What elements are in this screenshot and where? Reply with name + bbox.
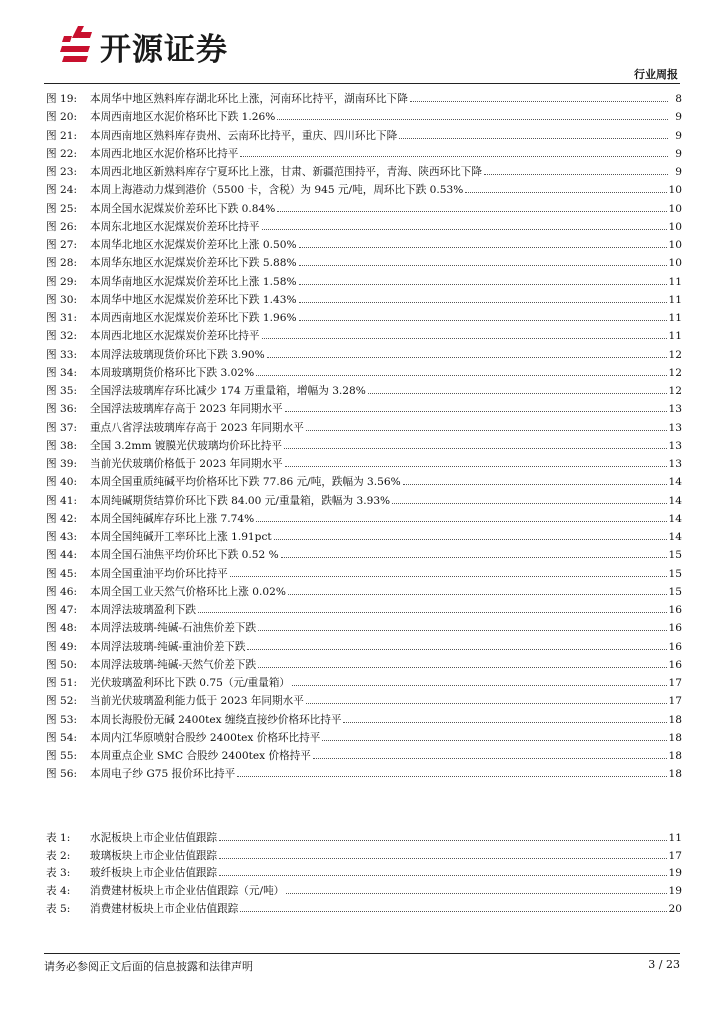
entry-page-number: 10: [668, 220, 682, 233]
toc-entry[interactable]: [46, 200, 682, 218]
toc-entry[interactable]: [46, 127, 682, 145]
entry-label: 图 56:: [46, 768, 78, 781]
entry-label: 图 34:: [46, 366, 78, 379]
entry-title: 重点八省浮法玻璃库存高于 2023 年同期水平: [90, 421, 304, 434]
leader-dots: [313, 758, 667, 759]
entry-label: 图 41:: [46, 494, 78, 507]
leader-dots: [267, 357, 667, 358]
entry-label: 图 25:: [46, 202, 78, 215]
entry-title: 本周西南地区熟料库存贵州、云南环比持平，重庆、四川环比下降: [90, 129, 398, 142]
entry-label: 表 2:: [46, 849, 71, 862]
leader-dots: [247, 649, 666, 650]
entry-title: 消费建材板块上市企业估值跟踪: [90, 902, 239, 915]
leader-dots: [258, 630, 666, 631]
entry-label: 图 51:: [46, 677, 78, 689]
entry-page-number: 15: [668, 585, 682, 598]
entry-page-number: 11: [668, 832, 682, 844]
entry-title: 消费建材板块上市企业估值跟踪（元/吨）: [90, 885, 285, 898]
entry-page-number: 15: [668, 549, 682, 562]
entry-page-number: 17: [668, 849, 682, 862]
leader-dots: [292, 685, 666, 686]
entry-page-number: 11: [668, 293, 682, 306]
entry-label: 图 45:: [46, 567, 78, 580]
leader-dots: [403, 484, 667, 485]
entry-title: 本周纯碱期货结算价环比下跌 84.00 元/重量箱，跌幅为 3.93%: [90, 494, 391, 507]
entry-label: 图 32:: [46, 330, 78, 343]
entry-label: 图 27:: [46, 239, 78, 251]
entry-label: 表 4:: [46, 885, 71, 898]
toc-entry[interactable]: [46, 565, 682, 583]
entry-page-number: 11: [668, 312, 682, 324]
entry-title: 本周浮法玻璃-纯碱-重油价差下跌: [90, 640, 246, 653]
toc-entry[interactable]: [46, 528, 682, 546]
toc-entry[interactable]: [46, 510, 682, 528]
leader-dots: [219, 840, 666, 841]
entry-page-number: 16: [668, 622, 682, 635]
company-logo: [58, 22, 228, 70]
entry-page-number: 19: [668, 885, 682, 898]
entry-page-number: 10: [668, 239, 682, 251]
entry-page-number: 10: [668, 202, 682, 215]
entry-page-number: 13: [668, 458, 682, 470]
entry-title: 本周华北地区水泥煤炭价差环比上涨 0.50%: [90, 239, 297, 251]
entry-label: 图 53:: [46, 713, 78, 726]
disclaimer-note: 请务必参阅正文后面的信息披露和法律声明: [44, 960, 253, 973]
entry-title: 当前光伏玻璃价格低于 2023 年同期水平: [90, 458, 283, 470]
entry-label: 图 33:: [46, 348, 78, 361]
entry-title: 本周全国重油平均价环比持平: [90, 567, 228, 580]
toc-entry[interactable]: [46, 847, 682, 865]
entry-label: 图 48:: [46, 622, 78, 635]
entry-title: 本周全国纯碱开工率环比上涨 1.91pct: [90, 531, 272, 543]
entry-label: 图 28:: [46, 257, 78, 270]
entry-title: 本周西北地区水泥煤炭价差环比持平: [90, 330, 260, 343]
entry-label: 图 26:: [46, 220, 78, 233]
leader-dots: [240, 156, 668, 157]
leader-dots: [306, 430, 667, 431]
entry-page-number: 19: [668, 867, 682, 880]
toc-entry[interactable]: [46, 546, 682, 564]
leader-dots: [256, 521, 666, 522]
entry-label: 图 36:: [46, 403, 78, 416]
leader-dots: [368, 393, 667, 394]
leader-dots: [262, 338, 667, 339]
leader-dots: [322, 740, 666, 741]
figure-list: [46, 90, 682, 784]
leader-dots: [281, 557, 667, 558]
entry-label: 图 54:: [46, 731, 78, 744]
entry-page-number: 13: [668, 439, 682, 452]
leader-dots: [198, 612, 667, 613]
entry-label: 图 50:: [46, 658, 78, 671]
toc-entry[interactable]: [46, 163, 682, 181]
entry-label: 图 29:: [46, 275, 78, 288]
entry-label: 图 38:: [46, 439, 78, 452]
entry-label: 图 46:: [46, 585, 78, 598]
entry-title: 本周全国石油焦平均价环比下跌 0.52 %: [90, 549, 279, 562]
entry-title: 本周玻璃期货价格环比下跌 3.02%: [90, 366, 255, 379]
entry-label: 图 42:: [46, 512, 78, 525]
leader-dots: [484, 174, 668, 175]
entry-label: 图 43:: [46, 531, 78, 543]
entry-label: 表 5:: [46, 902, 71, 915]
entry-title: 光伏玻璃盈利环比下跌 0.75（元/重量箱）: [90, 677, 291, 689]
entry-label: 图 24:: [46, 184, 78, 197]
entry-page-number: 10: [668, 184, 682, 197]
entry-label: 图 52:: [46, 695, 78, 708]
entry-title: 本周全国重质纯碱平均价格环比下跌 77.86 元/吨，跌幅为 3.56%: [90, 476, 401, 489]
entry-title: 本周华中地区水泥煤炭价差环比下跌 1.43%: [90, 293, 297, 306]
entry-title: 本周浮法玻璃现货价环比下跌 3.90%: [90, 348, 265, 361]
entry-label: 图 35:: [46, 385, 78, 397]
entry-title: 本周东北地区水泥煤炭价差环比持平: [90, 220, 260, 233]
toc-entry[interactable]: [46, 638, 682, 656]
toc-entry[interactable]: [46, 236, 682, 254]
table-list: [46, 829, 682, 917]
toc-entry[interactable]: [46, 273, 682, 291]
toc-entry[interactable]: [46, 364, 682, 382]
entry-label: 图 44:: [46, 549, 78, 562]
entry-title: 本周华南地区水泥煤炭价差环比上涨 1.58%: [90, 275, 297, 288]
entry-title: 本周全国纯碱库存环比上涨 7.74%: [90, 512, 255, 525]
entry-title: 水泥板块上市企业估值跟踪: [90, 832, 218, 844]
toc-entry[interactable]: [46, 711, 682, 729]
toc-entry[interactable]: [46, 619, 682, 637]
leader-dots: [299, 302, 667, 303]
entry-label: 表 1:: [46, 832, 71, 844]
leader-dots: [240, 911, 666, 912]
entry-page-number: 17: [668, 677, 682, 689]
entry-page-number: 14: [668, 476, 682, 489]
entry-title: 全国 3.2mm 镀膜光伏玻璃均价环比持平: [90, 439, 282, 452]
entry-label: 表 3:: [46, 867, 71, 880]
entry-title: 全国浮法玻璃库存环比减少 174 万重量箱，增幅为 3.28%: [90, 385, 366, 397]
toc-entry[interactable]: [46, 473, 682, 491]
toc-entry[interactable]: [46, 145, 682, 163]
leader-dots: [262, 229, 667, 230]
toc-entry[interactable]: [46, 218, 682, 236]
leader-dots: [256, 375, 666, 376]
toc-entry[interactable]: [46, 492, 682, 510]
leader-dots: [343, 722, 666, 723]
entry-title: 本周西北地区新熟料库存宁夏环比上涨，甘肃、新疆范围持平，青海、陕西环比下降: [90, 166, 482, 178]
leader-dots: [237, 776, 666, 777]
leader-dots: [286, 893, 666, 894]
entry-page-number: 16: [668, 640, 682, 653]
entry-title: 本周上海港动力煤到港价（5500 卡，含税）为 945 元/吨，周环比下跌 0.53%: [90, 184, 464, 197]
entry-label: 图 40:: [46, 476, 78, 489]
leader-dots: [277, 211, 666, 212]
entry-label: 图 23:: [46, 166, 78, 178]
entry-page-number: 16: [668, 604, 682, 616]
toc-entry[interactable]: [46, 254, 682, 272]
toc-entry[interactable]: [46, 601, 682, 619]
entry-label: 图 22:: [46, 147, 78, 160]
entry-label: 图 31:: [46, 312, 78, 324]
entry-page-number: 15: [668, 567, 682, 580]
entry-title: 本周西南地区水泥价格环比下跌 1.26%: [90, 111, 276, 124]
leader-dots: [465, 192, 666, 193]
entry-page-number: 9: [675, 111, 682, 124]
entry-label: 图 39:: [46, 458, 78, 470]
entry-page-number: 18: [668, 750, 682, 762]
entry-label: 图 21:: [46, 129, 78, 142]
page-header: [44, 18, 680, 80]
entry-label: 图 19:: [46, 93, 78, 105]
toc-entry[interactable]: [46, 382, 682, 400]
leader-dots: [410, 101, 668, 102]
leader-dots: [399, 138, 668, 139]
entry-label: 图 20:: [46, 111, 78, 124]
toc-entry[interactable]: [46, 583, 682, 601]
entry-title: 本周华中地区熟料库存湖北环比上涨，河南环比持平，湖南环比下降: [90, 93, 408, 105]
entry-page-number: 9: [675, 147, 682, 160]
entry-page-number: 9: [675, 129, 682, 142]
leader-dots: [299, 265, 667, 266]
toc-entry[interactable]: [46, 882, 682, 900]
leader-dots: [285, 411, 667, 412]
entry-title: 本周浮法玻璃-纯碱-石油焦价差下跌: [90, 622, 257, 635]
leader-dots: [284, 448, 667, 449]
leader-dots: [392, 503, 666, 504]
entry-page-number: 9: [675, 166, 682, 178]
entry-page-number: 18: [668, 768, 682, 781]
entry-title: 本周全国工业天然气价格环比上涨 0.02%: [90, 585, 286, 598]
toc-entry[interactable]: [46, 747, 682, 765]
logo-mark-icon: [58, 24, 98, 68]
toc-entry[interactable]: [46, 291, 682, 309]
document-type: 行业周报: [634, 68, 678, 81]
toc-entry[interactable]: [46, 765, 682, 783]
leader-dots: [274, 539, 667, 540]
header-rule: [44, 83, 680, 84]
entry-page-number: 13: [668, 421, 682, 434]
entry-label: 图 55:: [46, 750, 78, 762]
entry-page-number: 11: [668, 275, 682, 288]
toc-entry[interactable]: [46, 455, 682, 473]
leader-dots: [277, 119, 668, 120]
entry-page-number: 18: [668, 731, 682, 744]
entry-page-number: 8: [675, 93, 682, 105]
toc-entry[interactable]: [46, 829, 682, 847]
logo-text: 开源证券: [100, 31, 228, 68]
entry-page-number: 17: [668, 695, 682, 708]
entry-page-number: 11: [668, 330, 682, 343]
toc-entry[interactable]: [46, 900, 682, 918]
leader-dots: [285, 466, 667, 467]
entry-label: 图 37:: [46, 421, 78, 434]
entry-page-number: 12: [668, 366, 682, 379]
leader-dots: [288, 594, 667, 595]
leader-dots: [219, 858, 666, 859]
entry-label: 图 49:: [46, 640, 78, 653]
toc-entry[interactable]: [46, 346, 682, 364]
leader-dots: [306, 703, 667, 704]
entry-title: 玻璃板块上市企业估值跟踪: [90, 849, 218, 862]
entry-title: 本周浮法玻璃盈利下跌: [90, 604, 196, 616]
leader-dots: [258, 667, 666, 668]
entry-page-number: 14: [668, 531, 682, 543]
entry-page-number: 18: [668, 713, 682, 726]
entry-page-number: 12: [668, 348, 682, 361]
leader-dots: [219, 875, 666, 876]
entry-title: 玻纤板块上市企业估值跟踪: [90, 867, 218, 880]
leader-dots: [299, 247, 667, 248]
footer-rule: [44, 953, 680, 954]
toc-entry[interactable]: [46, 90, 682, 108]
toc-entry[interactable]: [46, 309, 682, 327]
entry-title: 本周全国水泥煤炭价差环比下跌 0.84%: [90, 202, 276, 215]
toc-entry[interactable]: [46, 437, 682, 455]
entry-page-number: 20: [668, 902, 682, 915]
toc-entry[interactable]: [46, 692, 682, 710]
entry-title: 本周长海股份无碱 2400tex 缠绕直接纱价格环比持平: [90, 713, 342, 726]
entry-title: 本周西北地区水泥价格环比持平: [90, 147, 239, 160]
entry-label: 图 30:: [46, 293, 78, 306]
entry-page-number: 16: [668, 658, 682, 671]
entry-title: 本周浮法玻璃-纯碱-天然气价差下跌: [90, 658, 257, 671]
leader-dots: [230, 576, 667, 577]
entry-title: 本周内江华原喷射合股纱 2400tex 价格环比持平: [90, 731, 321, 744]
toc-entry[interactable]: [46, 181, 682, 199]
toc-entry[interactable]: [46, 656, 682, 674]
entry-title: 本周西南地区水泥煤炭价差环比下跌 1.96%: [90, 312, 297, 324]
toc-entry[interactable]: [46, 400, 682, 418]
toc-entry[interactable]: [46, 674, 682, 692]
leader-dots: [299, 284, 667, 285]
entry-page-number: 14: [668, 494, 682, 507]
entry-page-number: 12: [668, 385, 682, 397]
page-number: 3 / 23: [648, 958, 680, 971]
toc-entry[interactable]: [46, 419, 682, 437]
entry-title: 当前光伏玻璃盈利能力低于 2023 年同期水平: [90, 695, 304, 708]
entry-label: 图 47:: [46, 604, 78, 616]
toc-entry[interactable]: [46, 864, 682, 882]
entry-title: 本周电子纱 G75 报价环比持平: [90, 768, 236, 781]
entry-page-number: 14: [668, 512, 682, 525]
entry-title: 全国浮法玻璃库存高于 2023 年同期水平: [90, 403, 283, 416]
entry-page-number: 10: [668, 257, 682, 270]
toc-entry[interactable]: [46, 108, 682, 126]
entry-page-number: 13: [668, 403, 682, 416]
toc-entry[interactable]: [46, 729, 682, 747]
toc-entry[interactable]: [46, 327, 682, 345]
leader-dots: [299, 320, 667, 321]
entry-title: 本周华东地区水泥煤炭价差环比下跌 5.88%: [90, 257, 297, 270]
entry-title: 本周重点企业 SMC 合股纱 2400tex 价格持平: [90, 750, 311, 762]
